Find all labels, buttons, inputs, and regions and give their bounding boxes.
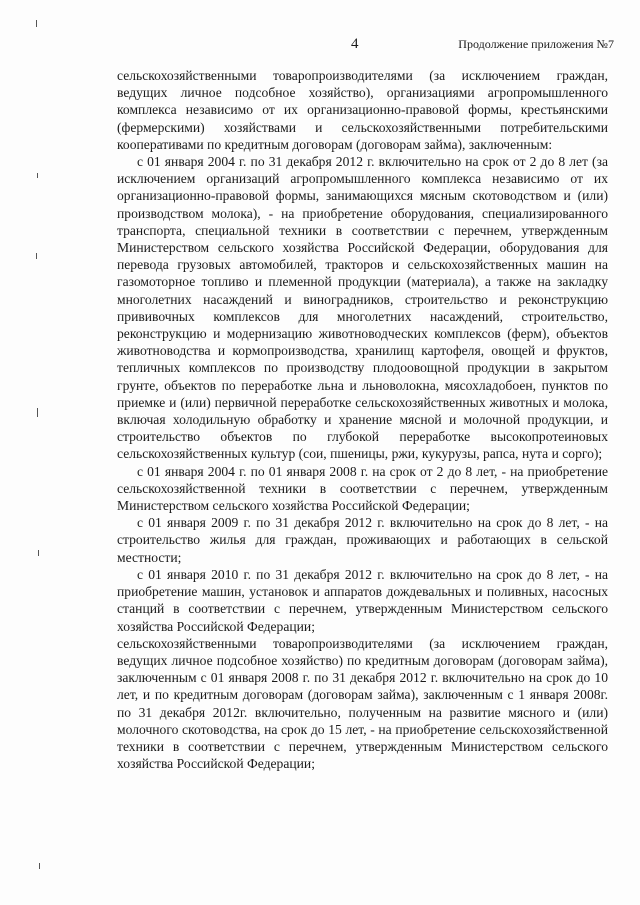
scan-margin-mark: [37, 173, 38, 178]
scan-margin-mark: [39, 863, 40, 869]
paragraph-intro: сельскохозяйственными товаропроизводителями (за исключением граждан, ведущих личное подсобное хозяйство), организациями агропромышленного комплекса независимо от их организационно-правовой формы, крестьянскими (фермерскими) хозяйствами и сельскохозяйственными потребительскими кооперативами по кредитным договорам (договорам займа), заключенным:: [117, 68, 608, 152]
paragraph-2010-2012: с 01 января 2010 г. по 31 декабря 2012 г. включительно на срок до 8 лет, - на приобретение машин, установок и аппаратов дождевальных и поливных, насосных станций в соответствии с перечнем, утвержденным Министерством сельского хозяйства Российской Федерации;: [117, 566, 608, 634]
scan-margin-mark: [36, 253, 37, 259]
page-number: 4: [351, 36, 359, 52]
scan-margin-mark: [37, 408, 38, 417]
document-body: [117, 67, 608, 772]
scan-margin-mark: [36, 20, 37, 27]
paragraph-2004-2008: с 01 января 2004 г. по 01 января 2008 г. на срок от 2 до 8 лет, - на приобретение сельскохозяйственной техники в соответствии с перечнем, утвержденным Министерством сельского хозяйства Российской Федерации;: [117, 463, 608, 514]
scan-margin-mark: [38, 550, 39, 556]
paragraph-2008-2012: сельскохозяйственными товаропроизводителями (за исключением граждан, ведущих личное подсобное хозяйство) по кредитным договорам (договорам займа), заключенным с 01 января 2008 г. по 31 декабря 2012 г. включительно на срок до 10 лет, и по кредитным договорам (договорам займа), заключенным с 1 января 2008г. по 31 декабря 2012г. включительно, полученным на развитие мясного и (или) молочного скотоводства, на срок до 15 лет, - на приобретение сельскохозяйственной техники в соответствии с перечнем, утвержденным Министерством сельского хозяйства Российской Федерации;: [117, 635, 608, 772]
paragraph-2009-2012: с 01 января 2009 г. по 31 декабря 2012 г. включительно на срок до 8 лет, - на строительство жилья для граждан, проживающих и работающих в сельской местности;: [117, 515, 608, 565]
appendix-continuation-note: Продолжение приложения №7: [458, 37, 614, 51]
paragraph-2004-2012: с 01 января 2004 г. по 31 декабря 2012 г. включительно на срок от 2 до 8 лет (за исключением организаций агропромышленного комплекса независимо от их организационно-правовой формы, занимающихся мясным скотоводством и (или) производством молока), - на приобретение оборудования, специализированного транспорта, специальной техники в соответствии с перечнем, утвержденным Министерством сельского хозяйства Российской Федерации, оборудования для перевода грузовых автомобилей, тракторов и сельскохозяйственных машин на газомоторное топливо и племенной продукции (материала), а также на закладку многолетних насаждений и виноградников, строительство и реконструкцию прививочных комплексов для многолетних насаждений, строительство, реконструкцию и модернизацию животноводческих комплексов (ферм), объектов животноводства и кормопроизводства, хранилищ картофеля, овощей и фруктов, тепличных комплексов по производству плодоовощной продукции в закрытом грунте, объектов по переработке льна и льноволокна, мясохладобоен, пунктов по приемке и (или) первичной переработке сельскохозяйственных животных и молока, включая холодильную обработку и хранение мясной и молочной продукции, и строительство объектов по глубокой переработке высокопротеиновых сельскохозяйственных культур (сои, пшеницы, ржи, кукурузы, рапса, нута и сорго);: [117, 154, 608, 462]
